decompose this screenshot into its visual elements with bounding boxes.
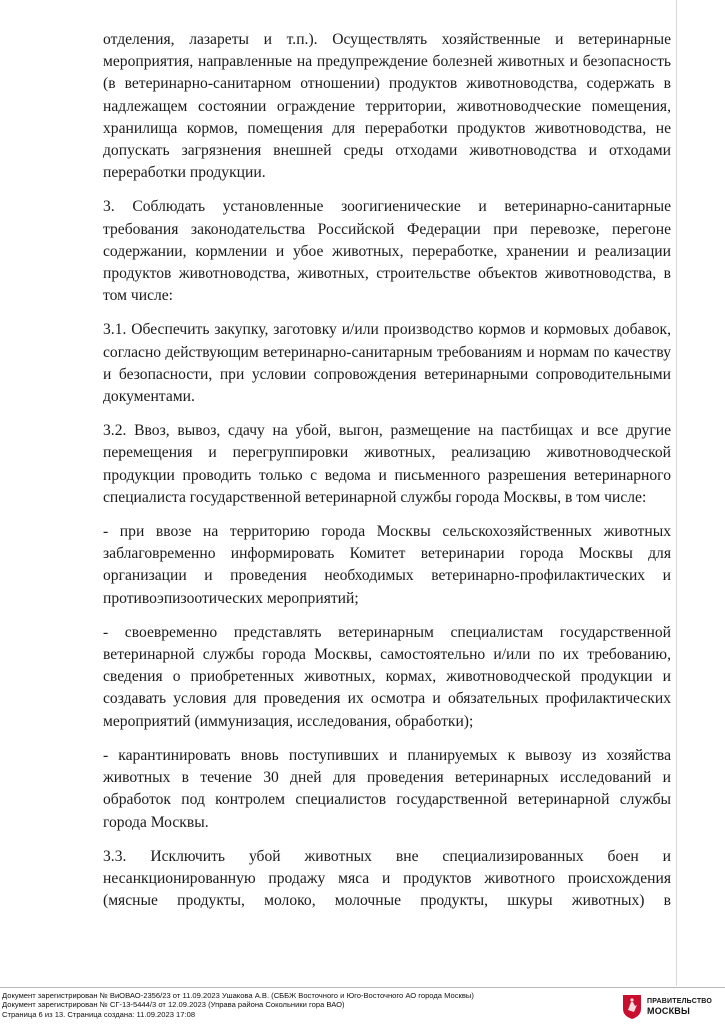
footer-page-info: Страница 6 из 13. Страница создана: 11.09.2023 17:08 <box>2 1009 196 1019</box>
footer-divider <box>0 987 725 988</box>
registration-footer <box>2 991 602 1019</box>
footer-registration-line-1: Документ зарегистрирован № ВиОВАО-2356/23 от 11.09.2023 Ушакова А.В. (СББЖ Восточного и Юго-Восточного АО города Москвы) <box>2 991 474 1000</box>
paragraph-2: 3. Соблюдать установленные зоогигиенические и ветеринарно-санитарные требования законодательства Российской Федерации при перевозке, перегоне содержании, кормлении и убое животных, переработке, хранении и реализации продуктов животноводства, животных, строительстве объектов животноводства, в том числе: <box>103 198 671 305</box>
paragraph-5: - при ввозе на территорию города Москвы сельскохозяйственных животных заблаговременно информировать Комитет ветеринарии города Москвы для организации и проведения необходимых ветеринарно-профилактических и противоэпизоотических мероприятий; <box>103 523 671 607</box>
logo-text <box>647 997 712 1017</box>
moscow-government-logo <box>622 993 722 1021</box>
logo-line-government: ПРАВИТЕЛЬСТВО <box>647 998 713 1005</box>
logo-line-moscow: МОСКВЫ <box>647 1006 691 1016</box>
footer-registration-line-2: Документ зарегистрирован № СГ-13-5444/3 от 12.09.2023 (Управа района Сокольники гора ВАО) <box>2 1000 345 1010</box>
paragraph-4: 3.2. Ввоз, вывоз, сдачу на убой, выгон, размещение на пастбищах и все другие перемещения и перегруппировки животных, реализацию животноводческой продукции проводить только с ведома и письменного разрешения ветеринарного специалиста государственной ветеринарной службы города Москвы, в том числе: <box>103 422 671 506</box>
paragraph-8: 3.3. Исключить убой животных вне специализированных боен и несанкционированную продажу мяса и продуктов животного происхождения (мясные продукты, молоко, молочные продукты, шкуры животных) в <box>103 847 671 910</box>
paragraph-3: 3.1. Обеспечить закупку, заготовку и/или производство кормов и кормовых добавок, согласно действующим ветеринарно-санитарным требованиям и нормам по качеству и безопасности, при условии сопровождения ветеринарными сопроводительными документами. <box>103 321 671 406</box>
page-edge-line <box>676 0 677 986</box>
paragraph-1: отделения, лазареты и т.п.). Осуществлять хозяйственные и ветеринарные мероприятия, направленные на предупреждение болезней животных и безопасность (в ветеринарно-санитарном отношении) продуктов животноводства, содержать в надлежащем состоянии ограждение территории, животноводческие помещения, хранилища кормов, помещения для переработки продуктов животноводства, не допускать загрязнения внешней среды отходами животноводства и отходами переработки продукции. <box>103 31 671 182</box>
moscow-coat-of-arms-icon <box>622 994 642 1020</box>
paragraph-6: - своевременно представлять ветеринарным специалистам государственной ветеринарной службы города Москвы, самостоятельно и/или по их требованию, сведения о приобретенных животных, кормах, животноводческой продукции и создавать условия для проведения их осмотра и обязательных профилактических мероприятий (иммунизация, исследования, обработки); <box>103 623 671 730</box>
document-body <box>103 29 671 912</box>
paragraph-7: - карантинировать вновь поступивших и планируемых к вывозу из хозяйства животных в течение 30 дней для проведения ветеринарных исследований и обработок под контролем специалистов государственной ветеринарной службы города Москвы. <box>103 746 671 831</box>
